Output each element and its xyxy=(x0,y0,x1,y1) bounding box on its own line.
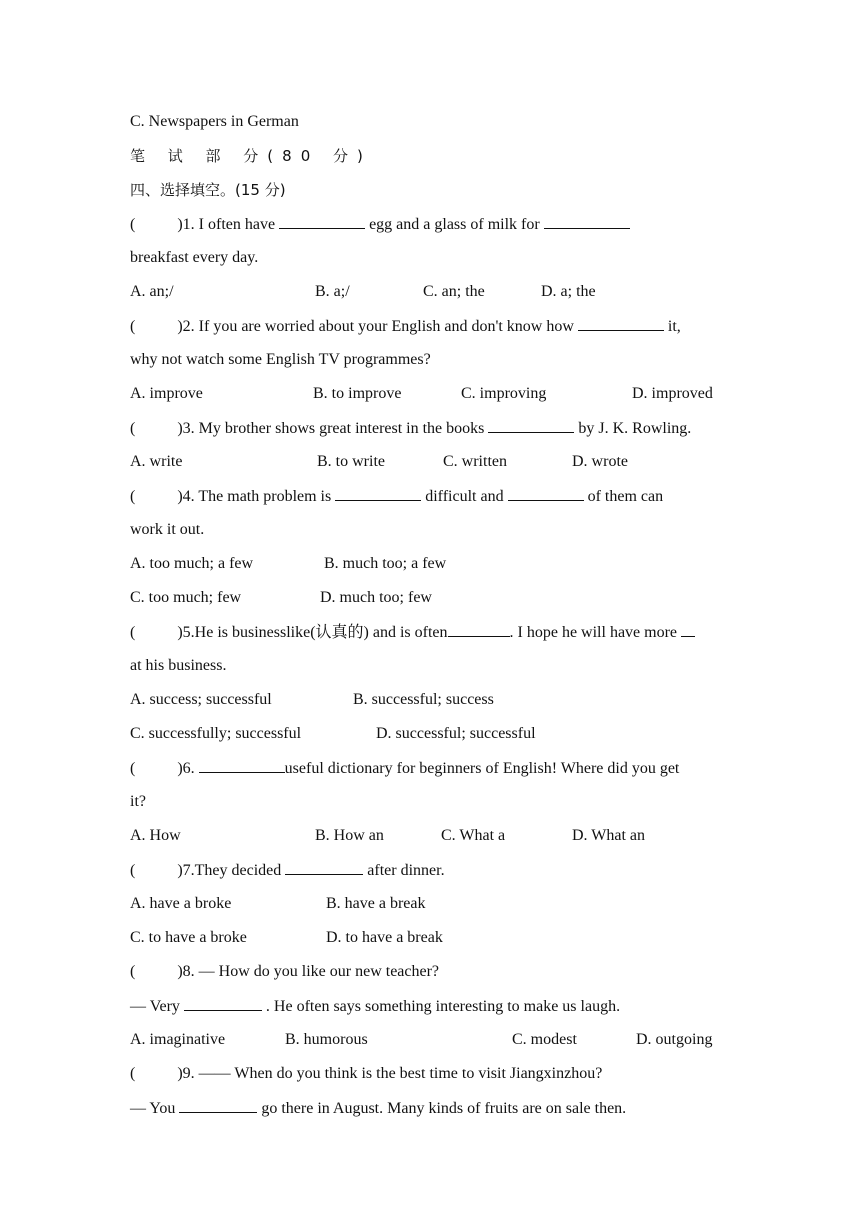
answer-blank xyxy=(508,486,584,501)
answer-paren: ( xyxy=(130,420,136,437)
question-text: — Very xyxy=(130,998,180,1015)
question-text: . I hope he will have more xyxy=(509,624,678,641)
question-text: after dinner. xyxy=(367,862,445,879)
question-text: of them can xyxy=(587,488,664,505)
q4-option-b: B. much too; a few xyxy=(324,555,447,572)
q4-option-a: A. too much; a few xyxy=(130,555,254,572)
question-4 xyxy=(130,486,663,507)
q8-option-c: C. modest xyxy=(512,1031,577,1048)
question-1-continuation: breakfast every day. xyxy=(130,249,259,266)
question-text: )9. —— When do you think is the best time to visit Jiangxinzhou? xyxy=(177,1065,603,1082)
answer-blank xyxy=(448,622,510,637)
q2-option-a: A. improve xyxy=(130,385,203,402)
question-2-continuation: why not watch some English TV programmes? xyxy=(130,351,431,368)
q2-option-b: B. to improve xyxy=(313,385,402,402)
question-3 xyxy=(130,418,691,439)
q7-option-d: D. to have a break xyxy=(326,929,443,946)
answer-blank xyxy=(179,1098,257,1113)
q4-option-d: D. much too; few xyxy=(320,589,432,606)
q6-option-a: A. How xyxy=(130,827,181,844)
q1-option-a: A. an;/ xyxy=(130,283,174,300)
question-text: . He often says something interesting to make us laugh. xyxy=(265,998,621,1015)
q5-option-b: B. successful; success xyxy=(353,691,494,708)
question-text: )2. If you are worried about your English and don't know how xyxy=(177,318,574,335)
q5-option-d: D. successful; successful xyxy=(376,725,536,742)
q1-option-d: D. a; the xyxy=(541,283,596,300)
question-text: useful dictionary for beginners of English! Where did you get xyxy=(284,760,680,777)
answer-blank xyxy=(488,418,574,433)
answer-blank xyxy=(681,622,695,637)
q5-option-a: A. success; successful xyxy=(130,691,272,708)
question-text: )3. My brother shows great interest in the books xyxy=(177,420,485,437)
question-text: )5.He is businesslike(认真的) and is often xyxy=(177,624,448,641)
section-title-written: 笔 试 部 分(80 分) xyxy=(130,147,372,165)
question-text: — You xyxy=(130,1100,176,1117)
answer-paren: ( xyxy=(130,216,136,233)
q1-option-c: C. an; the xyxy=(423,283,485,300)
answer-blank xyxy=(544,214,630,229)
question-7 xyxy=(130,860,445,881)
answer-paren: ( xyxy=(130,624,136,641)
q6-option-c: C. What a xyxy=(441,827,506,844)
question-text: )8. — How do you like our new teacher? xyxy=(177,963,440,980)
question-8-continuation xyxy=(130,996,620,1017)
answer-paren: ( xyxy=(130,760,136,777)
q3-option-c: C. written xyxy=(443,453,507,470)
question-text: )6. xyxy=(177,760,195,777)
option-c-newspapers: C. Newspapers in German xyxy=(130,113,299,130)
q7-option-c: C. to have a broke xyxy=(130,929,247,946)
q5-option-c: C. successfully; successful xyxy=(130,725,302,742)
answer-paren: ( xyxy=(130,488,136,505)
q3-option-d: D. wrote xyxy=(572,453,628,470)
question-text: difficult and xyxy=(425,488,504,505)
q8-option-b: B. humorous xyxy=(285,1031,368,1048)
question-6-continuation: it? xyxy=(130,793,146,810)
question-2 xyxy=(130,316,681,337)
question-4-continuation: work it out. xyxy=(130,521,205,538)
q7-option-b: B. have a break xyxy=(326,895,426,912)
answer-paren: ( xyxy=(130,963,136,980)
answer-blank xyxy=(199,758,285,773)
q1-option-b: B. a;/ xyxy=(315,283,350,300)
q3-option-b: B. to write xyxy=(317,453,385,470)
q8-option-d: D. outgoing xyxy=(636,1031,713,1048)
question-text: egg and a glass of milk for xyxy=(369,216,540,233)
q6-option-b: B. How an xyxy=(315,827,384,844)
q2-option-c: C. improving xyxy=(461,385,547,402)
question-9-continuation xyxy=(130,1098,626,1119)
question-1 xyxy=(130,214,630,235)
answer-blank xyxy=(184,996,262,1011)
question-9 xyxy=(130,1064,602,1084)
q8-option-a: A. imaginative xyxy=(130,1031,226,1048)
q7-option-a: A. have a broke xyxy=(130,895,232,912)
answer-blank xyxy=(335,486,421,501)
q3-option-a: A. write xyxy=(130,453,183,470)
question-text: )4. The math problem is xyxy=(177,488,332,505)
answer-paren: ( xyxy=(130,1065,136,1082)
question-6 xyxy=(130,758,679,779)
question-text: by J. K. Rowling. xyxy=(578,420,692,437)
question-text: it, xyxy=(667,318,681,335)
answer-paren: ( xyxy=(130,318,136,335)
question-text: )1. I often have xyxy=(177,216,276,233)
question-8 xyxy=(130,962,439,982)
q6-option-d: D. What an xyxy=(572,827,646,844)
answer-blank xyxy=(578,316,664,331)
answer-paren: ( xyxy=(130,862,136,879)
q4-option-c: C. too much; few xyxy=(130,589,242,606)
answer-blank xyxy=(279,214,365,229)
question-text: go there in August. Many kinds of fruits are on sale then. xyxy=(261,1100,627,1117)
question-5-continuation: at his business. xyxy=(130,657,227,674)
answer-blank xyxy=(285,860,363,875)
question-5 xyxy=(130,622,695,643)
q2-option-d: D. improved xyxy=(632,385,713,402)
section-four-heading: 四、选择填空。(15 分) xyxy=(130,181,286,199)
question-text: )7.They decided xyxy=(177,862,282,879)
